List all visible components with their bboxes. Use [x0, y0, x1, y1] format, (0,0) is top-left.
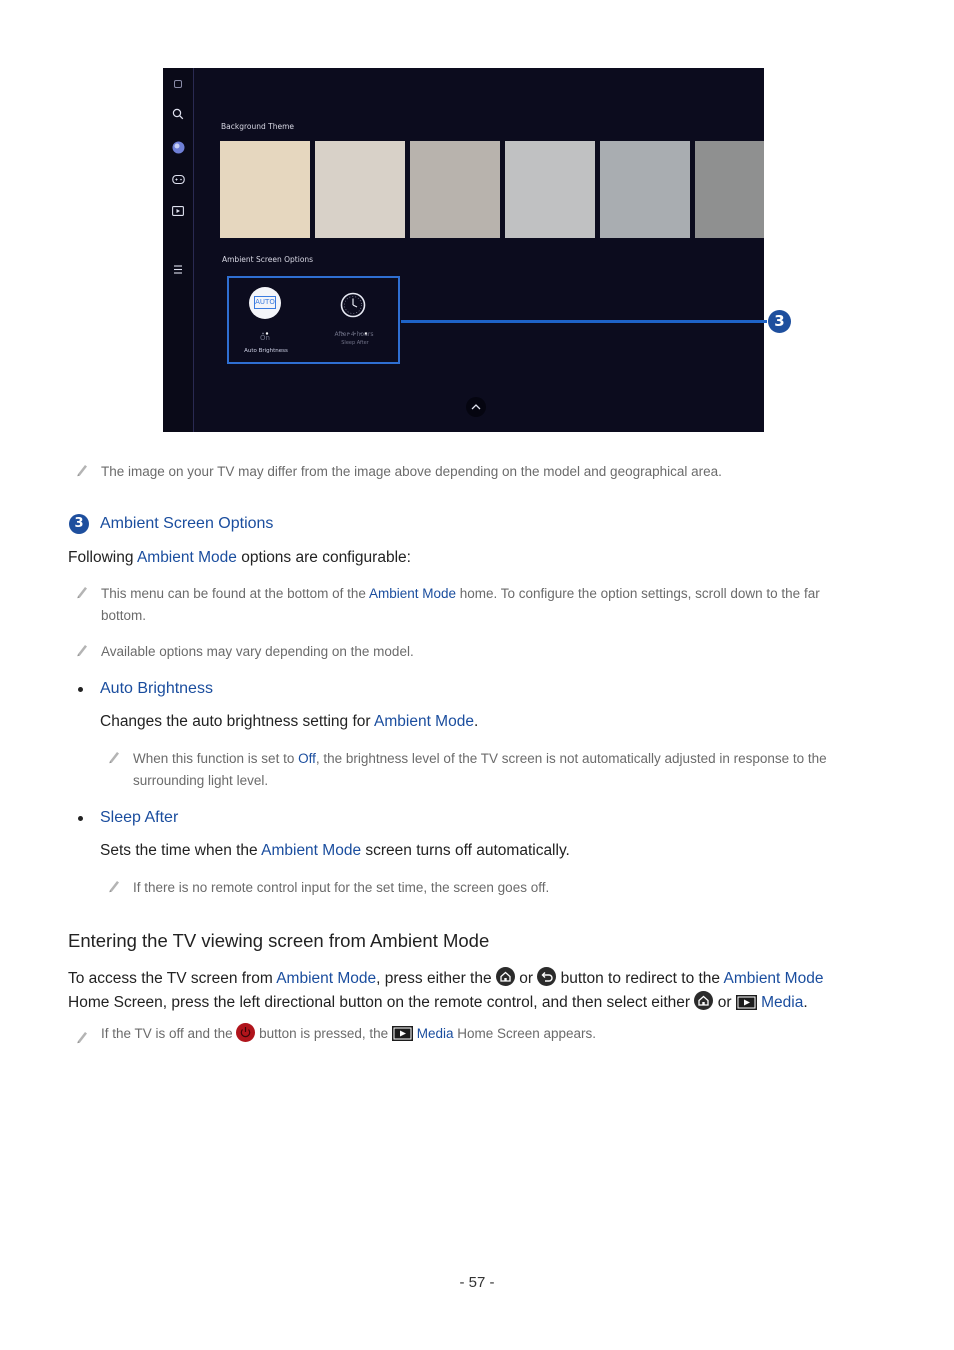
sleep-after-note: If there is no remote control input for the set time, the screen goes off. [133, 880, 550, 895]
ambient-icon[interactable] [170, 141, 186, 157]
pencil-note-icon [75, 585, 89, 599]
section-title: Ambient Screen Options [100, 515, 274, 532]
link-media: Media [416, 1026, 454, 1041]
theme-swatch[interactable] [315, 141, 405, 238]
home-button-icon [694, 991, 713, 1010]
image-note: The image on your TV may differ from the image above depending on the model and geographical area. [101, 464, 722, 479]
sleep-after-value: After 4 hours [334, 331, 374, 338]
section-intro: Following Ambient Mode options are configurable: [68, 549, 411, 566]
tv-screenshot [163, 68, 764, 432]
home-button-icon [496, 967, 515, 986]
entering-line-2: Home Screen, press the left directional button on the remote control, and then select either or Media. [68, 991, 808, 1012]
sleep-after-desc: Sets the time when the Ambient Mode screen turns off automatically. [100, 842, 570, 859]
menu-location-note: This menu can be found at the bottom of the Ambient Mode home. To configure the option settings, scroll down to the far bottom. [101, 586, 820, 623]
bullet [78, 687, 83, 692]
game-controller-icon[interactable] [170, 174, 186, 190]
background-theme-label: Background Theme [221, 122, 294, 131]
auto-brightness-label: Auto Brightness [244, 348, 288, 354]
menu-icon[interactable] [170, 263, 186, 279]
media-icon [392, 1026, 413, 1041]
section-number-badge: 3 [69, 514, 89, 534]
link-ambient-mode: Ambient Mode [136, 549, 237, 566]
link-off: Off [298, 751, 316, 766]
auto-brightness-note: When this function is set to Off, the brightness level of the TV screen is not automatically adjusted in response to the surrounding light level. [133, 751, 827, 788]
theme-swatch[interactable] [410, 141, 500, 238]
entering-line-1: To access the TV screen from Ambient Mode, press either the or button to redirect to the Ambient Mode [68, 967, 823, 988]
pencil-note-icon [107, 879, 121, 893]
scroll-up-button[interactable] [466, 397, 486, 417]
pencil-note-icon [107, 750, 121, 764]
theme-swatch[interactable] [600, 141, 690, 238]
link-ambient-mode: Ambient Mode [374, 713, 474, 730]
tv-sidebar [163, 68, 194, 432]
pencil-note-icon [75, 643, 89, 657]
sleep-after-title: Sleep After [100, 809, 179, 826]
link-ambient-mode: Ambient Mode [368, 586, 456, 601]
bullet [78, 816, 83, 821]
media-icon[interactable] [170, 205, 186, 221]
pencil-note-icon [75, 1030, 89, 1044]
callout-number-badge: 3 [768, 310, 791, 333]
ambient-screen-options-label: Ambient Screen Options [222, 255, 314, 264]
chevron-up-icon [466, 397, 486, 417]
pencil-note-icon [75, 463, 89, 477]
value-dots [341, 322, 367, 325]
value-dots [261, 322, 271, 325]
return-button-icon [537, 967, 556, 986]
auto-brightness-title: Auto Brightness [100, 680, 213, 697]
link-ambient-mode: Ambient Mode [276, 970, 377, 987]
profile-icon[interactable] [170, 77, 186, 93]
callout-line [401, 320, 767, 323]
theme-swatch[interactable] [505, 141, 595, 238]
entering-heading: Entering the TV viewing screen from Ambient Mode [68, 930, 490, 951]
auto-icon: AUTO [254, 296, 276, 309]
auto-brightness-button[interactable] [249, 287, 281, 319]
clock-icon[interactable] [340, 292, 366, 318]
link-media: Media [761, 994, 804, 1011]
theme-swatch[interactable] [695, 141, 764, 238]
media-icon [736, 995, 757, 1010]
power-note: If the TV is off and the button is pressed, the Media Home Screen appears. [101, 1023, 596, 1045]
options-vary-note: Available options may vary depending on the model. [101, 644, 414, 659]
sleep-after-label: Sleep After [341, 340, 369, 346]
link-ambient-mode: Ambient Mode [261, 842, 362, 859]
options-highlight-box [227, 276, 400, 364]
theme-swatch[interactable] [220, 141, 310, 238]
link-ambient-mode: Ambient Mode [723, 970, 824, 987]
page-number: - 57 - [459, 1274, 495, 1291]
power-button-icon [236, 1023, 255, 1042]
auto-brightness-desc: Changes the auto brightness setting for Ambient Mode. [100, 713, 479, 730]
auto-brightness-value: On [260, 334, 270, 342]
search-icon[interactable] [170, 108, 186, 124]
